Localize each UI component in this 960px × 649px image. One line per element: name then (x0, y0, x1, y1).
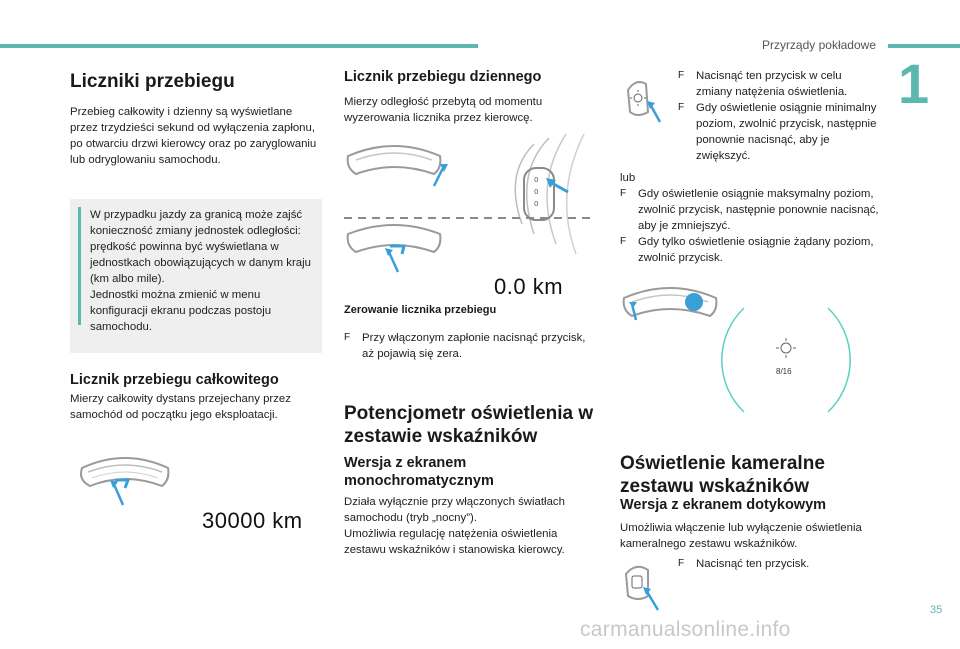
touch-screen-bullet (678, 556, 878, 572)
total-odometer-text: Mierzy całkowity dystans przejechany przez samochód od początku jego eksploatacji. (70, 393, 291, 421)
heading-reset-trip: Zerowanie licznika przebiegu (344, 304, 497, 316)
bullet-marker: F (678, 70, 685, 81)
gauge-dimmer-illustration (620, 280, 880, 440)
heading-total-odometer: Licznik przebiegu całkowitego (70, 372, 279, 388)
gauge-level-readout: 8/16 (776, 367, 792, 376)
list-item (678, 100, 878, 164)
heading-dimmer: Potencjometr oświetlenia w zestawie wskaźników (344, 403, 594, 447)
list-item-text: Nacisnąć ten przycisk w celu zmiany natężenia oświetlenia. (696, 70, 848, 98)
header-accent-bar (0, 44, 478, 48)
dimmer-steps-list (678, 68, 878, 164)
svg-text:0: 0 (534, 188, 539, 196)
list-item (620, 186, 880, 234)
list-item (678, 68, 878, 100)
trip-odometer-text: Mierzy odległość przebytą od momentu wyzerowania licznika przez kierowcę. (344, 96, 543, 124)
info-note-line2: Jednostki można zmienić w menu konfiguracji ekranu podczas postoju samochodu. (90, 289, 272, 333)
heading-odometers: Liczniki przebiegu (70, 71, 235, 92)
heading-ambient-lighting: Oświetlenie kameralne zestawu wskaźników (620, 453, 825, 497)
touch-screen-text: Umożliwia włączenie lub wyłączenie oświetlenia kameralnego zestawu wskaźników. (620, 522, 862, 550)
reset-trip-bullet-text: Przy włączonym zapłonie nacisnąć przycisk, aż pojawią się zera. (362, 332, 586, 360)
total-odometer-illustration (70, 450, 320, 550)
list-item (620, 234, 880, 266)
list-item-text: Gdy oświetlenie osiągnie minimalny poziom, zwolnić przycisk, następnie ponownie nacisnąć, aby je zwiększyć. (696, 102, 877, 162)
trip-odometer-readout: 0.0 km (494, 274, 564, 299)
list-item-text: Gdy tylko oświetlenie osiągnie żądany poziom, zwolnić przycisk. (638, 236, 874, 264)
touch-screen-bullet-text: Nacisnąć ten przycisk. (696, 558, 810, 570)
ambient-button-illustration (620, 560, 664, 614)
or-label: lub (620, 172, 636, 184)
dimmer-alt-steps-list (620, 186, 880, 266)
watermark: carmanualsonline.info (580, 618, 791, 641)
mono-screen-text-2: Umożliwia regulację natężenia oświetlenia zestawu wskaźników i stanowiska kierowcy. (344, 528, 565, 556)
info-note (70, 199, 322, 353)
reset-trip-bullet (344, 330, 594, 362)
chapter-number: 1 (898, 52, 930, 115)
svg-text:0: 0 (534, 176, 539, 184)
bullet-marker: F (620, 188, 627, 199)
page-number: 35 (930, 604, 943, 616)
list-item-text: Gdy oświetlenie osiągnie maksymalny poziom, zwolnić przycisk, następnie ponownie nacisnąć, aby je zmniejszyć. (638, 188, 879, 232)
bullet-marker: F (678, 558, 685, 569)
odometers-intro: Przebieg całkowity i dzienny są wyświetlane przez trzydzieści sekund od wyłączenia zapłonu, po otwarciu drzwi kierowcy oraz po zaryglowaniu lub odryglowaniu samochodu. (70, 106, 317, 166)
heading-mono-screen: Wersja z ekranem monochromatycznym (344, 455, 494, 489)
chapter-accent-bar (888, 44, 960, 48)
bullet-marker: F (344, 332, 351, 343)
trip-button-illustration (344, 134, 596, 294)
total-odometer-readout: 30000 km (202, 508, 303, 533)
svg-text:0: 0 (534, 200, 539, 208)
info-note-line1: W przypadku jazdy za granicą może zajść konieczność zmiany jednostek odległości: prędkość powinna być wyświetlana w jednostkach obowiązujących w danym kraju (km albo mile). (90, 209, 311, 285)
heading-touch-screen: Wersja z ekranem dotykowym (620, 497, 827, 513)
mono-screen-text-1: Działa wyłącznie przy włączonych światłach samochodu (tryb „nocny”). (344, 496, 565, 524)
info-note-text (90, 207, 316, 335)
bullet-marker: F (620, 236, 627, 247)
dimmer-button-illustration (620, 72, 664, 126)
heading-trip-odometer: Licznik przebiegu dziennego (344, 69, 542, 85)
info-icon (78, 207, 81, 325)
section-title: Przyrządy pokładowe (761, 38, 876, 52)
bullet-marker: F (678, 102, 685, 113)
